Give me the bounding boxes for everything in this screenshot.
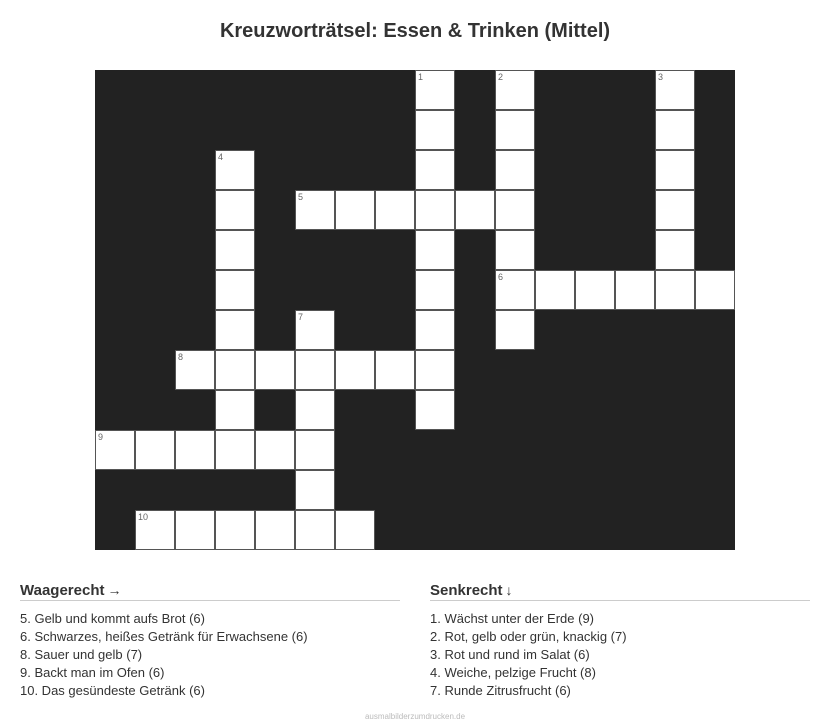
clue-item: 3. Rot und rund im Salat (6) bbox=[430, 647, 590, 662]
crossword-cell[interactable] bbox=[615, 270, 655, 310]
crossword-cell[interactable] bbox=[415, 110, 455, 150]
crossword-cell[interactable] bbox=[175, 430, 215, 470]
crossword-cell[interactable] bbox=[575, 270, 615, 310]
crossword-cell[interactable] bbox=[255, 350, 295, 390]
crossword-cell[interactable] bbox=[535, 270, 575, 310]
crossword-cell[interactable] bbox=[415, 70, 455, 110]
crossword-cell[interactable] bbox=[655, 230, 695, 270]
crossword-cell[interactable] bbox=[175, 510, 215, 550]
crossword-cell[interactable] bbox=[655, 150, 695, 190]
down-heading bbox=[430, 582, 810, 601]
crossword-cell[interactable] bbox=[375, 350, 415, 390]
clue-number: 7 bbox=[298, 312, 304, 322]
clue-number: 1 bbox=[418, 72, 424, 82]
crossword-cell[interactable] bbox=[135, 430, 175, 470]
clue-number: 4 bbox=[218, 152, 224, 162]
crossword-cell[interactable] bbox=[695, 270, 735, 310]
crossword-cell[interactable] bbox=[215, 190, 255, 230]
crossword-cell[interactable] bbox=[295, 350, 335, 390]
crossword-cell[interactable] bbox=[655, 70, 695, 110]
crossword-cell[interactable] bbox=[295, 310, 335, 350]
clue-number: 5 bbox=[298, 192, 304, 202]
crossword-cell[interactable] bbox=[375, 190, 415, 230]
crossword-cell[interactable] bbox=[295, 390, 335, 430]
crossword-cell[interactable] bbox=[415, 310, 455, 350]
page-title: Kreuzworträtsel: Essen & Trinken (Mittel) bbox=[219, 20, 611, 42]
down-heading-label: Senkrecht bbox=[430, 582, 503, 599]
crossword-cell[interactable] bbox=[415, 230, 455, 270]
crossword-cell[interactable] bbox=[295, 470, 335, 510]
crossword-cell[interactable] bbox=[135, 510, 175, 550]
clue-item: 9. Backt man im Ofen (6) bbox=[20, 665, 165, 680]
crossword-cell[interactable] bbox=[215, 430, 255, 470]
crossword-cell[interactable] bbox=[495, 310, 535, 350]
crossword-cell[interactable] bbox=[415, 270, 455, 310]
crossword-cell[interactable] bbox=[175, 350, 215, 390]
clue-number: 2 bbox=[498, 72, 504, 82]
clue-item: 5. Gelb und kommt aufs Brot (6) bbox=[20, 611, 205, 626]
crossword-cell[interactable] bbox=[215, 390, 255, 430]
clue-item: 1. Wächst unter der Erde (9) bbox=[430, 611, 595, 626]
clue-item: 2. Rot, gelb oder grün, knackig (7) bbox=[430, 629, 627, 644]
crossword-cell[interactable] bbox=[255, 510, 295, 550]
right-arrow-icon: → bbox=[107, 582, 122, 598]
crossword-cell[interactable] bbox=[335, 190, 375, 230]
clue-item: 8. Sauer und gelb (7) bbox=[20, 647, 143, 662]
clue-item: 10. Das gesündeste Getränk (6) bbox=[20, 683, 205, 698]
down-clue-list bbox=[430, 610, 810, 700]
clue-number: 6 bbox=[498, 272, 504, 282]
crossword-cell[interactable] bbox=[215, 510, 255, 550]
down-clues-section bbox=[430, 582, 810, 700]
clue-number: 9 bbox=[98, 432, 104, 442]
crossword-cell[interactable] bbox=[335, 510, 375, 550]
crossword-cell[interactable] bbox=[415, 150, 455, 190]
clue-item: 7. Runde Zitrusfrucht (6) bbox=[430, 683, 571, 698]
crossword-cell[interactable] bbox=[495, 150, 535, 190]
crossword-cell[interactable] bbox=[215, 350, 255, 390]
footer-credit: ausmalbilderzumdrucken.de bbox=[364, 712, 466, 721]
crossword-cell[interactable] bbox=[495, 110, 535, 150]
clue-item: 4. Weiche, pelzige Frucht (8) bbox=[430, 665, 596, 680]
crossword-cell[interactable] bbox=[455, 190, 495, 230]
across-clue-list bbox=[20, 610, 400, 700]
across-heading-label: Waagerecht bbox=[20, 582, 105, 599]
crossword-cell[interactable] bbox=[215, 230, 255, 270]
crossword-cell[interactable] bbox=[295, 190, 335, 230]
crossword-cell[interactable] bbox=[495, 190, 535, 230]
down-arrow-icon: ↓ bbox=[505, 582, 513, 598]
crossword-cell[interactable] bbox=[215, 270, 255, 310]
clue-number: 3 bbox=[658, 72, 664, 82]
crossword-cell[interactable] bbox=[295, 430, 335, 470]
across-heading bbox=[20, 582, 400, 601]
crossword-cell[interactable] bbox=[495, 270, 535, 310]
crossword-grid bbox=[95, 70, 735, 550]
crossword-cell[interactable] bbox=[95, 430, 135, 470]
crossword-cell[interactable] bbox=[255, 430, 295, 470]
crossword-cell[interactable] bbox=[415, 350, 455, 390]
crossword-cell[interactable] bbox=[295, 510, 335, 550]
crossword-cell[interactable] bbox=[655, 190, 695, 230]
across-clues-section bbox=[20, 582, 400, 700]
crossword-cell[interactable] bbox=[415, 390, 455, 430]
clue-number: 10 bbox=[138, 512, 149, 522]
crossword-cell[interactable] bbox=[215, 150, 255, 190]
crossword-cell[interactable] bbox=[335, 350, 375, 390]
crossword-cell[interactable] bbox=[495, 70, 535, 110]
crossword-cell[interactable] bbox=[215, 310, 255, 350]
crossword-cell[interactable] bbox=[495, 230, 535, 270]
crossword-cell[interactable] bbox=[655, 110, 695, 150]
crossword-cell[interactable] bbox=[655, 270, 695, 310]
crossword-cell[interactable] bbox=[415, 190, 455, 230]
clue-number: 8 bbox=[178, 352, 184, 362]
clue-item: 6. Schwarzes, heißes Getränk für Erwachsene (6) bbox=[20, 629, 308, 644]
